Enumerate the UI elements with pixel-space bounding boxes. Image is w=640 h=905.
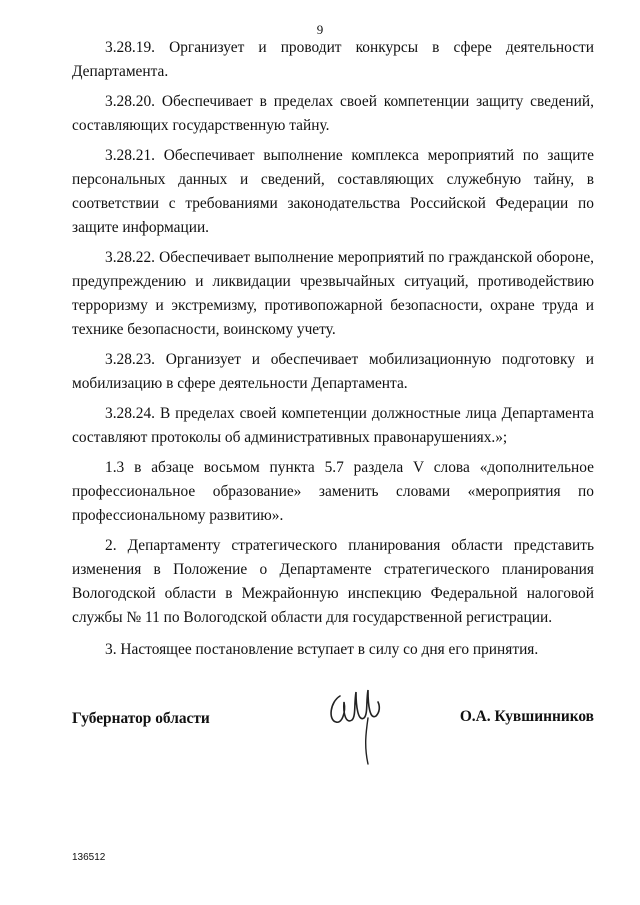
signatory-name: О.А. Кувшинников [459,708,594,725]
paragraph-1-3: 1.3 в абзаце восьмом пункта 5.7 раздела V слова «дополнительное профессиональное образование» заменить словами «мероприятия по профессиональному развитию». [72,459,594,524]
paragraph-3-28-24: 3.28.24. В пределах своей компетенции должностные лица Департамента составляют протоколы об административных правонарушениях.»; [72,405,594,446]
paragraph-3-28-22: 3.28.22. Обеспечивает выполнение мероприятий по гражданской обороне, предупреждению и ликвидации чрезвычайных ситуаций, противодействию терроризму и экстремизму, противопожарной безопасности, охране труда и технике безопасности, воинскому учету. [72,249,594,338]
document-body [72,36,594,668]
paragraph-3-28-20: 3.28.20. Обеспечивает в пределах своей компетенции защиту сведений, составляющих государственную тайну. [72,93,594,134]
page-number: 9 [316,22,324,37]
document-code: 136512 [72,852,106,863]
paragraph-3-28-21: 3.28.21. Обеспечивает выполнение комплекса мероприятий по защите персональных данных и сведений, составляющих служебную тайну, в соответствии с требованиями законодательства Российской Федерации по защите информации. [72,147,594,236]
paragraph-3-28-23: 3.28.23. Организует и обеспечивает мобилизационную подготовку и мобилизацию в сфере деятельности Департамента. [72,351,594,392]
signatory-title: Губернатор области [72,710,210,727]
paragraph-3-28-19: 3.28.19. Организует и проводит конкурсы в сфере деятельности Департамента. [72,39,594,80]
paragraph-2: 2. Департаменту стратегического планирования области представить изменения в Положение о Департаменте стратегического планирования Вологодской области в Межрайонную инспекцию Федеральной налоговой службы № 11 по Вологодской области для государственной регистрации. [72,537,594,626]
paragraph-3: 3. Настоящее постановление вступает в силу со дня его принятия. [105,641,539,658]
handwritten-signature [322,682,392,772]
signature-block [72,702,594,782]
